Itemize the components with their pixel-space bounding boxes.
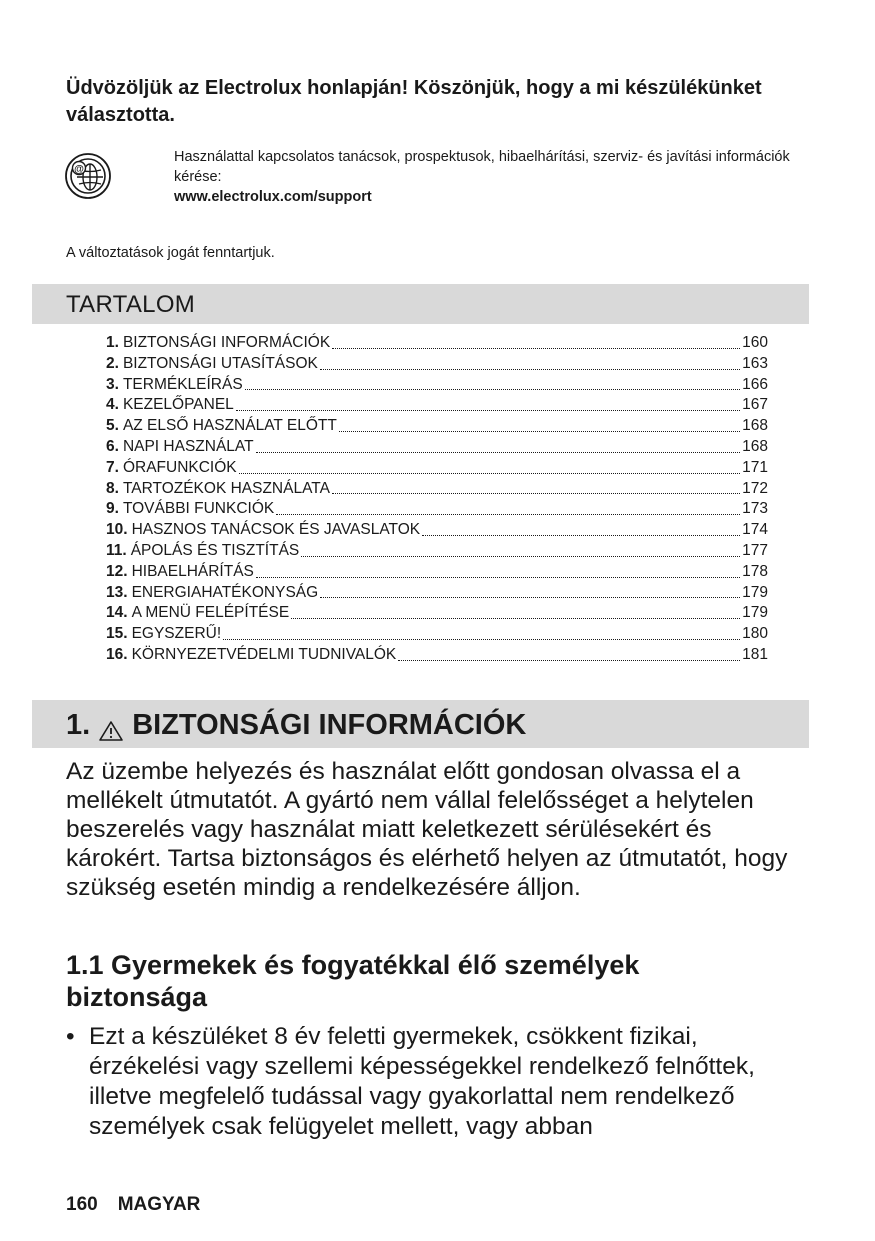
support-link[interactable]: www.electrolux.com/support (174, 189, 372, 205)
toc-item-leader (422, 535, 740, 536)
toc-item-number: 8. (106, 479, 119, 497)
toc-item-label: BIZTONSÁGI UTASÍTÁSOK (122, 354, 318, 372)
toc-item-number: 5. (106, 417, 119, 435)
welcome-heading: Üdvözöljük az Electrolux honlapján! Köszönjük, hogy a mi készülékünket választotta. (66, 77, 762, 126)
toc-item-label: ÁPOLÁS ÉS TISZTÍTÁS (130, 541, 300, 559)
toc-item-leader (301, 556, 740, 557)
toc-item-leader (223, 639, 740, 640)
page-number: 160 (66, 1194, 98, 1215)
toc-item[interactable] (106, 562, 768, 583)
toc-item[interactable] (106, 624, 768, 645)
toc-item-page: 172 (742, 479, 768, 497)
bullet-text: Ezt a készüléket 8 év feletti gyermekek, csökkent fizikai, érzékelési vagy szellemi képességekkel rendelkező felnőttek, illetve megfelelő tudással vagy gyakorlattal nem rendelkező személyek csak felügyelet mellett, vagy abban (89, 1023, 755, 1140)
section-intro-text: Az üzembe helyezés és használat előtt gondosan olvassa el a mellékelt útmutatót. A gyártó nem vállal felelősséget a helytelen beszerelés vagy használat miatt keletkezett sérülésekért és károkért. Tartsa biztonságos és elérhető helyen az útmutatót, hogy szükség esetén mindig a rendelkezésére álljon. (66, 758, 788, 901)
toc-item[interactable] (106, 375, 768, 396)
toc-item[interactable] (106, 520, 768, 541)
toc-item-label: TOVÁBBI FUNKCIÓK (122, 500, 275, 518)
toc-item[interactable] (106, 416, 768, 437)
toc-item-number: 15. (106, 625, 128, 643)
toc-item-page: 177 (742, 541, 768, 559)
toc-item-leader (236, 410, 740, 411)
toc-item-leader (320, 597, 740, 598)
toc-item-label: HIBAELHÁRÍTÁS (131, 562, 254, 580)
toc-item[interactable] (106, 541, 768, 562)
toc-item-label: ENERGIAHATÉKONYSÁG (131, 583, 319, 601)
toc-item-number: 16. (106, 645, 128, 663)
toc-item[interactable] (106, 479, 768, 500)
page-footer (66, 1193, 200, 1217)
toc-item[interactable] (106, 499, 768, 520)
section-title (66, 706, 526, 744)
bullet-marker: • (66, 1023, 75, 1050)
toc-item-label: KÖRNYEZETVÉDELMI TUDNIVALÓK (131, 645, 397, 663)
support-description: Használattal kapcsolatos tanácsok, prospektusok, hibaelhárítási, szerviz- és javítási információk kérése: (174, 149, 790, 185)
toc-item-leader (256, 452, 741, 453)
toc-item-label: TERMÉKLEÍRÁS (122, 375, 243, 393)
section-title-text: BIZTONSÁGI INFORMÁCIÓK (132, 709, 527, 741)
toc-item-page: 168 (742, 437, 768, 455)
toc-item-leader (239, 473, 741, 474)
toc-item-page: 178 (742, 562, 768, 580)
toc-item-leader (245, 389, 740, 390)
toc-item-leader (256, 577, 740, 578)
toc-item-number: 11. (106, 541, 127, 559)
toc-item-number: 9. (106, 500, 119, 518)
toc-item-number: 13. (106, 583, 128, 601)
toc-item-number: 3. (106, 375, 119, 393)
toc-item[interactable] (106, 583, 768, 604)
toc-item-page: 181 (742, 645, 768, 663)
support-info (174, 147, 814, 207)
toc-item-leader (332, 493, 740, 494)
toc-item-number: 4. (106, 396, 119, 414)
list-item (66, 1022, 811, 1142)
toc-item-label: AZ ELSŐ HASZNÁLAT ELŐTT (122, 417, 337, 435)
toc-item-label: BIZTONSÁGI INFORMÁCIÓK (122, 334, 331, 351)
toc-item-number: 14. (106, 604, 128, 622)
toc-item-label: HASZNOS TANÁCSOK ÉS JAVASLATOK (131, 521, 421, 539)
toc-item-label: TARTOZÉKOK HASZNÁLATA (122, 479, 330, 497)
toc-item-leader (339, 431, 740, 432)
toc-item-leader (291, 618, 740, 619)
toc-item[interactable] (106, 458, 768, 479)
toc-item[interactable] (106, 395, 768, 416)
table-of-contents (106, 333, 768, 666)
globe-at-icon (64, 152, 112, 200)
toc-item-number: 1. (106, 334, 119, 351)
toc-item-page: 160 (742, 334, 768, 351)
toc-item-page: 168 (742, 417, 768, 435)
toc-item-number: 7. (106, 458, 119, 476)
toc-item-page: 180 (742, 625, 768, 643)
toc-item-leader (332, 348, 740, 349)
toc-item-label: A MENÜ FELÉPÍTÉSE (131, 604, 290, 622)
toc-item[interactable] (106, 603, 768, 624)
toc-item[interactable] (106, 354, 768, 375)
toc-item-number: 2. (106, 354, 119, 372)
toc-item-number: 12. (106, 562, 128, 580)
rights-reserved-note: A változtatások jogát fenntartjuk. (66, 245, 275, 261)
toc-item-label: NAPI HASZNÁLAT (122, 437, 254, 455)
toc-item[interactable] (106, 437, 768, 458)
toc-item-page: 173 (742, 500, 768, 518)
svg-text:@: @ (74, 164, 84, 175)
toc-item-page: 163 (742, 354, 768, 372)
toc-item-number: 6. (106, 437, 119, 455)
warning-icon (98, 714, 124, 736)
toc-item-page: 167 (742, 396, 768, 414)
footer-language: MAGYAR (117, 1194, 201, 1215)
subsection-title: 1.1 Gyermekek és fogyatékkal élő személyek biztonsága (66, 950, 640, 1012)
toc-item-page: 171 (742, 458, 768, 476)
toc-item-leader (398, 660, 740, 661)
toc-item-page: 179 (742, 604, 768, 622)
toc-item[interactable] (106, 333, 768, 354)
toc-item-leader (320, 369, 740, 370)
toc-item-number: 10. (106, 521, 128, 539)
toc-item-page: 174 (742, 521, 768, 539)
toc-item[interactable] (106, 645, 768, 666)
toc-title: TARTALOM (66, 291, 196, 318)
toc-item-label: ÓRAFUNKCIÓK (122, 458, 237, 476)
toc-item-leader (276, 514, 740, 515)
toc-item-page: 179 (742, 583, 768, 601)
toc-item-label: KEZELŐPANEL (122, 396, 234, 414)
toc-item-label: EGYSZERŰ! (131, 625, 222, 643)
section-number: 1. (66, 709, 91, 741)
toc-item-page: 166 (742, 375, 768, 393)
